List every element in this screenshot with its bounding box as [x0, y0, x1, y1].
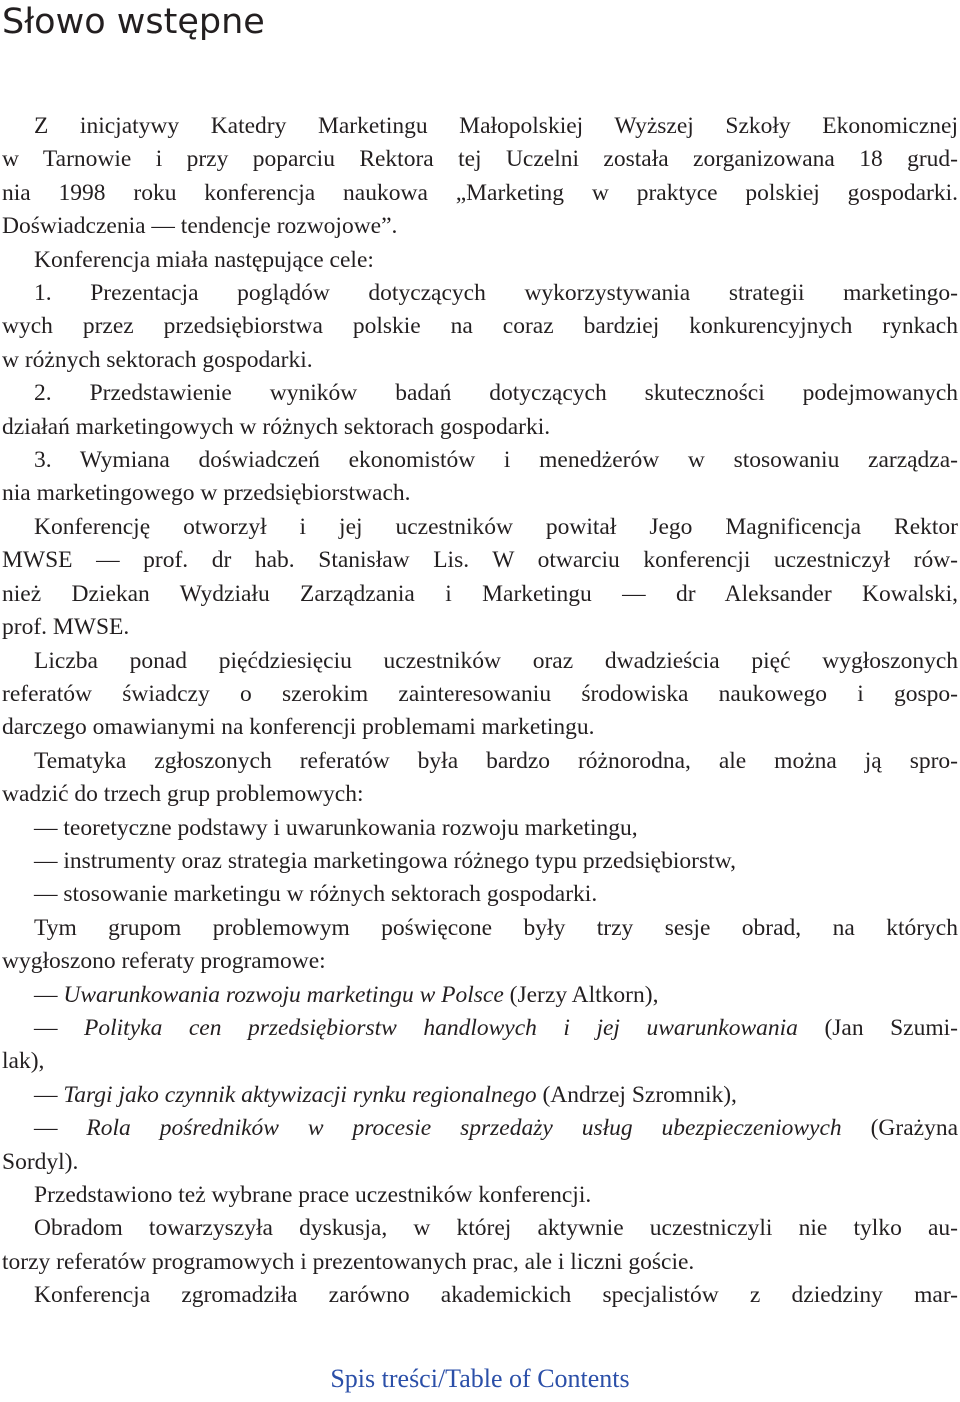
goal-3-line: 3. Wymiana doświadczeń ekonomistów i menedżerów w stosowaniu zarządza- [34, 447, 958, 474]
paragraph-topics-line: wadzić do trzech grup problemowych: [2, 781, 364, 808]
list-dash: — [34, 1014, 85, 1041]
paragraph-opening-line: MWSE — prof. dr hab. Stanisław Lis. W otwarciu konferencji uczestniczył rów- [2, 547, 958, 574]
paper-author: (Grażyna [841, 1115, 958, 1142]
paragraph-intro-line: w Tarnowie i przy poparciu Rektora tej Uczelni została zorganizowana 18 grud- [2, 146, 958, 173]
paragraph-participants-line: Liczba ponad pięćdziesięciu uczestników oraz dwadzieścia pięć wygłoszonych [34, 647, 958, 674]
paper-title: Rola pośredników w procesie sprzedaży usług ubezpieczeniowych [86, 1115, 842, 1142]
keynote-paper-item [2, 1012, 958, 1045]
keynote-paper-item [2, 1112, 958, 1145]
keynote-paper-item-continued: lak), [2, 1048, 45, 1075]
keynote-paper-item [2, 1079, 958, 1112]
paper-author: (Jan Szumi- [797, 1014, 958, 1041]
paragraph-intro-line: nia 1998 roku konferencja naukowa „Marketing w praktyce polskiej gospodarki. [2, 179, 958, 206]
list-dash: — [34, 1081, 64, 1108]
paper-author: (Jerzy Altkorn), [503, 981, 659, 1008]
paragraph-discussion-line: torzy referatów programowych i prezentowanych prac, ale i liczni goście. [2, 1248, 695, 1275]
topic-group-item: — stosowanie marketingu w różnych sektorach gospodarki. [34, 881, 598, 908]
paragraph-sessions-line: Tym grupom problemowym poświęcone były trzy sesje obrad, na których [34, 914, 958, 941]
keynote-paper-item-continued: Sordyl). [2, 1148, 79, 1175]
keynote-paper-item [2, 979, 958, 1012]
paragraph-goals-intro: Konferencja miała następujące cele: [34, 246, 374, 273]
paragraph-intro-line: Doświadczenia — tendencje rozwojowe”. [2, 213, 398, 240]
document-body [2, 110, 958, 1313]
goal-1-line: 1. Prezentacja poglądów dotyczących wykorzystywania strategii marketingo- [34, 280, 958, 307]
paragraph-topics-line: Tematyka zgłoszonych referatów była bardzo różnorodna, ale można ją spro- [34, 747, 958, 774]
page-title: Słowo wstępne [2, 2, 265, 42]
topic-group-item: — instrumenty oraz strategia marketingowa różnego typu przedsiębiorstw, [34, 847, 736, 874]
paragraph-closing-line: Konferencja zgromadziła zarówno akademickich specjalistów z dziedziny mar- [34, 1282, 958, 1309]
goal-2-line: działań marketingowych w różnych sektorach gospodarki. [2, 413, 551, 440]
goal-3-line: nia marketingowego w przedsiębiorstwach. [2, 480, 411, 507]
paragraph-opening-line: nież Dziekan Wydziału Zarządzania i Marketingu — dr Aleksander Kowalski, [2, 580, 958, 607]
list-dash: — [34, 1115, 87, 1142]
paragraph-intro-line: Z inicjatywy Katedry Marketingu Małopolskiej Wyższej Szkoły Ekonomicznej [34, 113, 958, 139]
paper-title: Uwarunkowania rozwoju marketingu w Polsce [63, 981, 504, 1008]
paper-author: (Andrzej Szromnik), [536, 1081, 737, 1108]
paragraph-works: Przedstawiono też wybrane prace uczestników konferencji. [34, 1182, 592, 1208]
paragraph-participants-line: darczego omawianymi na konferencji problemami marketingu. [2, 714, 595, 741]
goal-2-line: 2. Przedstawienie wyników badań dotyczących skuteczności podejmowanych [34, 380, 958, 407]
paper-title: Targi jako czynnik aktywizacji rynku regionalnego [63, 1081, 537, 1108]
goal-1-line: wych przez przedsiębiorstwa polskie na coraz bardziej konkurencyjnych rynkach [2, 313, 958, 340]
paragraph-participants-line: referatów świadczy o szerokim zainteresowaniu środowiska naukowego i gospo- [2, 680, 958, 707]
list-dash: — [34, 981, 64, 1008]
paragraph-opening-line: Konferencję otworzył i jej uczestników powitał Jego Magnificencja Rektor [34, 513, 958, 540]
topic-group-item: — teoretyczne podstawy i uwarunkowania rozwoju marketingu, [34, 814, 638, 841]
goal-1-line: w różnych sektorach gospodarki. [2, 346, 313, 373]
paper-title: Polityka cen przedsiębiorstw handlowych i jej uwarunkowania [84, 1014, 798, 1041]
paragraph-opening-line: prof. MWSE. [2, 614, 130, 641]
paragraph-sessions-line: wygłoszono referaty programowe: [2, 948, 326, 975]
table-of-contents-link[interactable]: Spis treści/Table of Contents [330, 1364, 630, 1393]
paragraph-discussion-line: Obradom towarzyszyła dyskusja, w której aktywnie uczestniczyli nie tylko au- [34, 1215, 958, 1242]
